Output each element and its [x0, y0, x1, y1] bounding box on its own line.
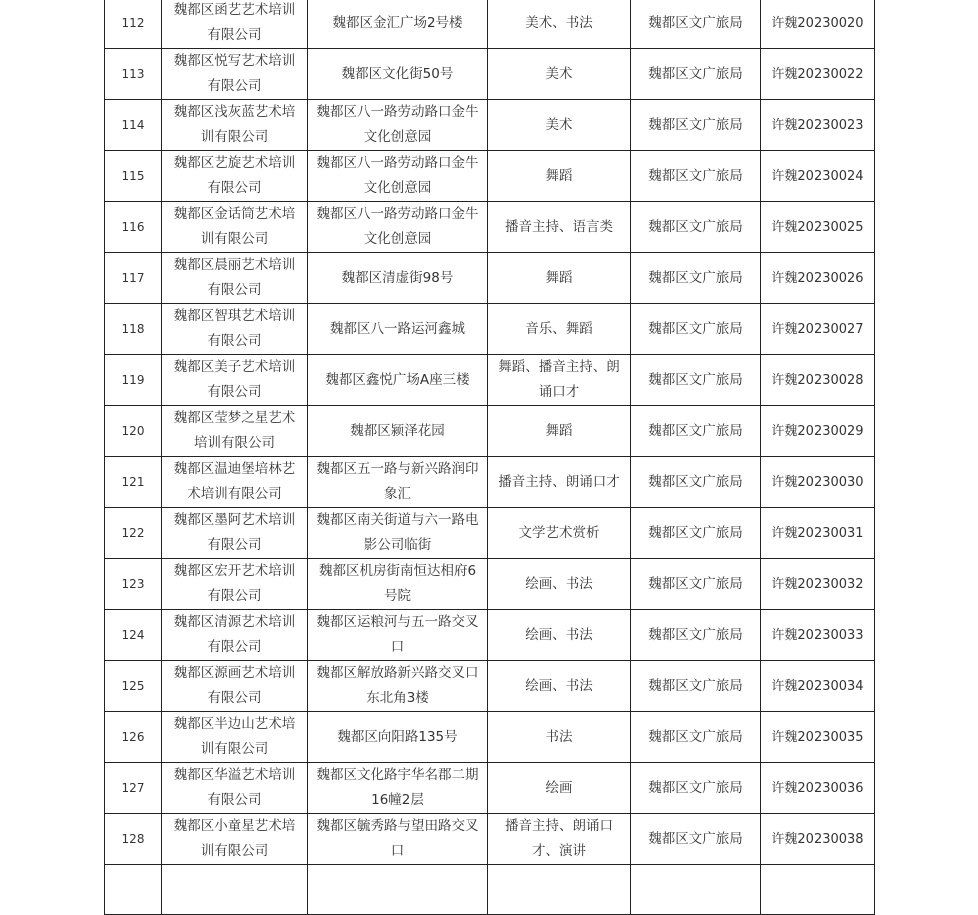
training-category-cell: 美术、书法 [488, 0, 631, 49]
training-category-cell: 美术 [488, 100, 631, 151]
training-category-cell: 音乐、舞蹈 [488, 304, 631, 355]
training-category-cell: 播音主持、语言类 [488, 202, 631, 253]
license-number-cell: 许魏20230036 [761, 763, 875, 814]
company-name-cell: 魏都区清源艺术培训有限公司 [162, 610, 308, 661]
table-row [105, 457, 875, 508]
license-number-cell: 许魏20230029 [761, 406, 875, 457]
training-category-cell: 播音主持、朗诵口才、演讲 [488, 814, 631, 865]
table-row [105, 253, 875, 304]
company-name-cell: 魏都区宏开艺术培训有限公司 [162, 559, 308, 610]
issuing-authority-cell: 魏都区文广旅局 [631, 763, 761, 814]
address-cell: 魏都区解放路新兴路交叉口东北角3楼 [308, 661, 488, 712]
table-row [105, 508, 875, 559]
issuing-authority-cell: 魏都区文广旅局 [631, 559, 761, 610]
company-name-cell: 魏都区墨阿艺术培训有限公司 [162, 508, 308, 559]
issuing-authority-cell: 魏都区文广旅局 [631, 253, 761, 304]
license-number-cell: 许魏20230033 [761, 610, 875, 661]
license-number-cell: 许魏20230035 [761, 712, 875, 763]
serial-number-cell: 112 [105, 0, 162, 49]
empty-cell [488, 865, 631, 915]
company-name-cell: 魏都区浅灰蓝艺术培训有限公司 [162, 100, 308, 151]
training-category-cell: 书法 [488, 712, 631, 763]
company-name-cell: 魏都区小童星艺术培训有限公司 [162, 814, 308, 865]
empty-cell [308, 865, 488, 915]
license-number-cell: 许魏20230026 [761, 253, 875, 304]
license-number-cell: 许魏20230038 [761, 814, 875, 865]
training-category-cell: 绘画、书法 [488, 661, 631, 712]
table-row [105, 814, 875, 865]
company-name-cell: 魏都区源画艺术培训有限公司 [162, 661, 308, 712]
address-cell: 魏都区鑫悦广场A座三楼 [308, 355, 488, 406]
empty-cell [162, 865, 308, 915]
table-row [105, 712, 875, 763]
training-category-cell: 绘画、书法 [488, 559, 631, 610]
address-cell: 魏都区毓秀路与望田路交叉口 [308, 814, 488, 865]
table-row [105, 100, 875, 151]
license-number-cell: 许魏20230034 [761, 661, 875, 712]
training-category-cell: 文学艺术赏析 [488, 508, 631, 559]
training-category-cell: 绘画、书法 [488, 610, 631, 661]
serial-number-cell: 122 [105, 508, 162, 559]
address-cell: 魏都区八一路劳动路口金牛文化创意园 [308, 202, 488, 253]
company-name-cell: 魏都区艺旋艺术培训有限公司 [162, 151, 308, 202]
license-number-cell: 许魏20230031 [761, 508, 875, 559]
serial-number-cell: 120 [105, 406, 162, 457]
issuing-authority-cell: 魏都区文广旅局 [631, 304, 761, 355]
table-row [105, 661, 875, 712]
serial-number-cell: 114 [105, 100, 162, 151]
company-name-cell: 魏都区半边山艺术培训有限公司 [162, 712, 308, 763]
table-row [105, 151, 875, 202]
company-name-cell: 魏都区函艺艺术培训有限公司 [162, 0, 308, 49]
license-number-cell: 许魏20230032 [761, 559, 875, 610]
table-row-partial [105, 865, 875, 915]
issuing-authority-cell: 魏都区文广旅局 [631, 406, 761, 457]
table-row [105, 49, 875, 100]
issuing-authority-cell: 魏都区文广旅局 [631, 355, 761, 406]
address-cell: 魏都区向阳路135号 [308, 712, 488, 763]
serial-number-cell: 125 [105, 661, 162, 712]
address-cell: 魏都区五一路与新兴路润印象汇 [308, 457, 488, 508]
company-name-cell: 魏都区美子艺术培训有限公司 [162, 355, 308, 406]
issuing-authority-cell: 魏都区文广旅局 [631, 814, 761, 865]
address-cell: 魏都区南关街道与六一路电影公司临街 [308, 508, 488, 559]
table-row [105, 610, 875, 661]
issuing-authority-cell: 魏都区文广旅局 [631, 508, 761, 559]
training-category-cell: 舞蹈、播音主持、朗诵口才 [488, 355, 631, 406]
registry-table [104, 0, 875, 915]
issuing-authority-cell: 魏都区文广旅局 [631, 0, 761, 49]
training-category-cell: 舞蹈 [488, 253, 631, 304]
address-cell: 魏都区金汇广场2号楼 [308, 0, 488, 49]
serial-number-cell: 124 [105, 610, 162, 661]
table-row [105, 763, 875, 814]
serial-number-cell: 115 [105, 151, 162, 202]
address-cell: 魏都区文化路宇华名郡二期16幢2层 [308, 763, 488, 814]
license-number-cell: 许魏20230020 [761, 0, 875, 49]
company-name-cell: 魏都区温迪堡培林艺术培训有限公司 [162, 457, 308, 508]
issuing-authority-cell: 魏都区文广旅局 [631, 661, 761, 712]
address-cell: 魏都区八一路劳动路口金牛文化创意园 [308, 151, 488, 202]
license-number-cell: 许魏20230028 [761, 355, 875, 406]
address-cell: 魏都区文化街50号 [308, 49, 488, 100]
training-category-cell: 舞蹈 [488, 406, 631, 457]
issuing-authority-cell: 魏都区文广旅局 [631, 151, 761, 202]
serial-number-cell: 118 [105, 304, 162, 355]
table-row [105, 304, 875, 355]
serial-number-cell: 119 [105, 355, 162, 406]
serial-number-cell: 123 [105, 559, 162, 610]
training-category-cell: 绘画 [488, 763, 631, 814]
serial-number-cell: 121 [105, 457, 162, 508]
license-number-cell: 许魏20230027 [761, 304, 875, 355]
empty-cell [761, 865, 875, 915]
training-category-cell: 播音主持、朗诵口才 [488, 457, 631, 508]
address-cell: 魏都区八一路运河鑫城 [308, 304, 488, 355]
address-cell: 魏都区颍泽花园 [308, 406, 488, 457]
serial-number-cell: 116 [105, 202, 162, 253]
issuing-authority-cell: 魏都区文广旅局 [631, 202, 761, 253]
address-cell: 魏都区八一路劳动路口金牛文化创意园 [308, 100, 488, 151]
company-name-cell: 魏都区晨丽艺术培训有限公司 [162, 253, 308, 304]
issuing-authority-cell: 魏都区文广旅局 [631, 457, 761, 508]
address-cell: 魏都区清虚街98号 [308, 253, 488, 304]
serial-number-cell: 126 [105, 712, 162, 763]
empty-cell [631, 865, 761, 915]
license-number-cell: 许魏20230022 [761, 49, 875, 100]
issuing-authority-cell: 魏都区文广旅局 [631, 49, 761, 100]
table-row [105, 0, 875, 49]
license-number-cell: 许魏20230023 [761, 100, 875, 151]
address-cell: 魏都区运粮河与五一路交叉口 [308, 610, 488, 661]
address-cell: 魏都区机房街南恒达相府6号院 [308, 559, 488, 610]
company-name-cell: 魏都区智琪艺术培训有限公司 [162, 304, 308, 355]
registry-table-container [104, 0, 874, 915]
table-row [105, 406, 875, 457]
license-number-cell: 许魏20230025 [761, 202, 875, 253]
table-row [105, 559, 875, 610]
training-category-cell: 美术 [488, 49, 631, 100]
issuing-authority-cell: 魏都区文广旅局 [631, 712, 761, 763]
issuing-authority-cell: 魏都区文广旅局 [631, 100, 761, 151]
serial-number-cell: 127 [105, 763, 162, 814]
issuing-authority-cell: 魏都区文广旅局 [631, 610, 761, 661]
company-name-cell: 魏都区华溢艺术培训有限公司 [162, 763, 308, 814]
serial-number-cell: 128 [105, 814, 162, 865]
company-name-cell: 魏都区悦写艺术培训有限公司 [162, 49, 308, 100]
company-name-cell: 魏都区金话筒艺术培训有限公司 [162, 202, 308, 253]
company-name-cell: 魏都区莹梦之星艺术培训有限公司 [162, 406, 308, 457]
table-row [105, 202, 875, 253]
table-row [105, 355, 875, 406]
training-category-cell: 舞蹈 [488, 151, 631, 202]
registry-table-body [105, 0, 875, 914]
serial-number-cell: 117 [105, 253, 162, 304]
empty-cell [105, 865, 162, 915]
serial-number-cell: 113 [105, 49, 162, 100]
license-number-cell: 许魏20230024 [761, 151, 875, 202]
license-number-cell: 许魏20230030 [761, 457, 875, 508]
